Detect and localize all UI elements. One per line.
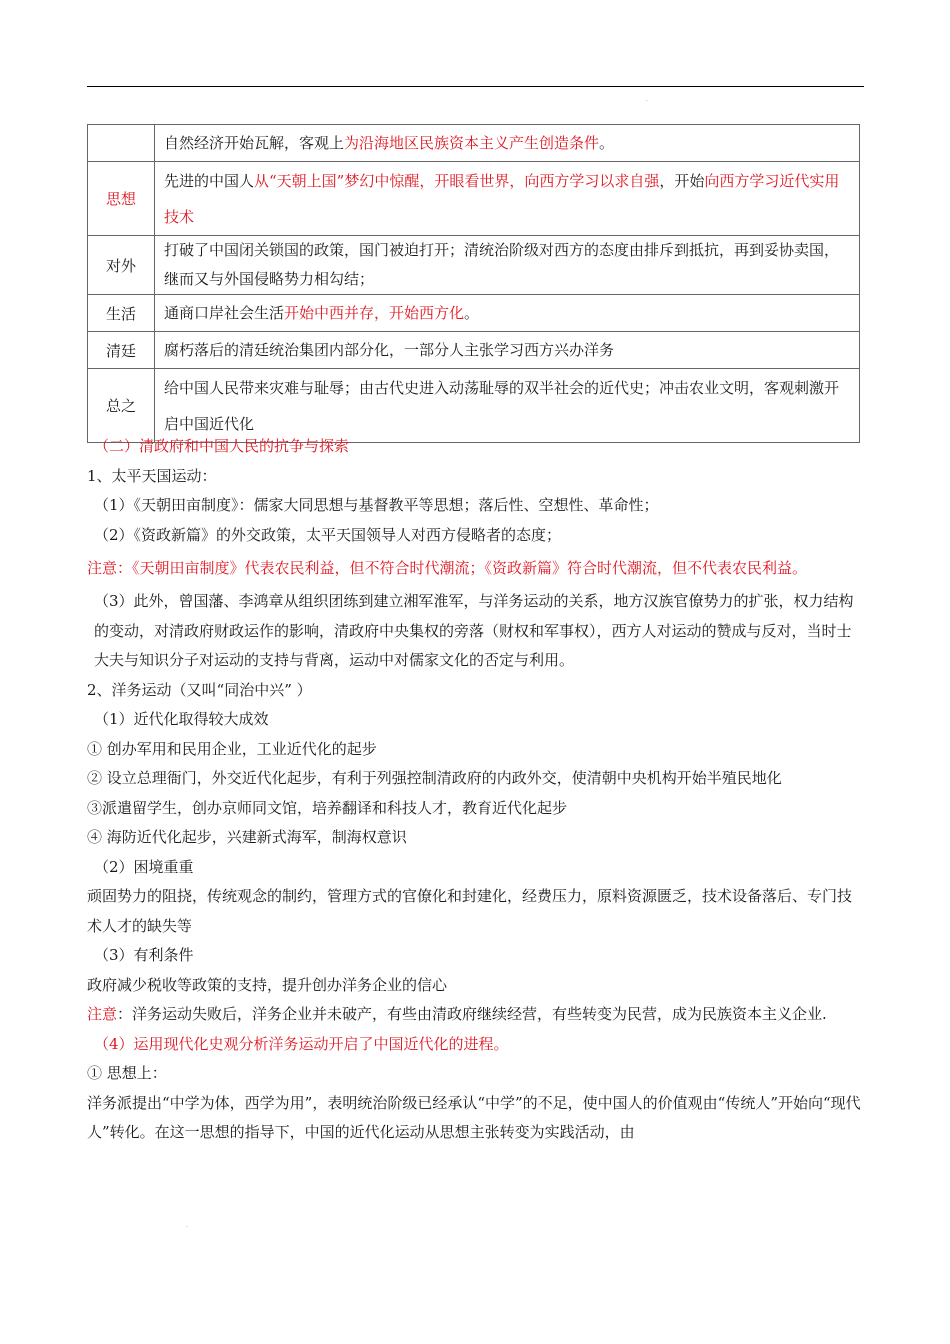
table-row <box>88 332 860 369</box>
table-row <box>88 236 860 295</box>
row-content: 先进的中国人从“天朝上国”梦幻中惊醒，开眼看世界，向西方学习以求自强，开始向西方学习近代实用技术 <box>155 162 860 236</box>
taiping-item-3: （3）此外，曾国藩、李鸿章从组织团练到建立湘军淮军，与洋务运动的关系，地方汉族官僚势力的扩张，权力结构的变动，对清政府财政运作的影响，清政府中央集权的旁落（财权和军事权），西方人对运动的赞成与反对，当时士大夫与知识分子对运动的支持与背离，运动中对儒家文化的否定与利用。 <box>94 592 854 669</box>
yangwu-1-d: ④ 海防近代化起步，兴建新式海军，制海权意识 <box>87 828 407 846</box>
row-head: 对外 <box>88 236 155 295</box>
yangwu-1-title: （1）近代化取得较大成效 <box>94 710 269 728</box>
table-row <box>88 295 860 332</box>
header-dot: . <box>646 96 648 103</box>
row-content: 腐朽落后的清廷统治集团内部分化，一部分人主张学习西方兴办洋务 <box>155 332 860 369</box>
yangwu-3-title: （3）有利条件 <box>94 946 194 964</box>
row-head: 总之 <box>88 369 155 443</box>
yangwu-4-title: （4）运用现代化史观分析洋务运动开启了中国近代化的进程。 <box>94 1034 509 1053</box>
row-content: 打破了中国闭关锁国的政策，国门被迫打开；清统治阶级对西方的态度由排斥到抵抗，再到妥协卖国，继而又与外国侵略势力相勾结； <box>155 236 860 295</box>
thought-title: ① 思想上： <box>87 1064 167 1082</box>
yangwu-title: 2、洋务运动（又叫“同治中兴” ） <box>87 680 312 699</box>
yangwu-2-title: （2）困境重重 <box>94 857 194 876</box>
taiping-note: 注意：《天朝田亩制度》代表农民利益，但不符合时代潮流；《资政新篇》符合时代潮流，但不代表农民利益。 <box>87 559 808 577</box>
taiping-item-1: （1）《天朝田亩制度》：儒家大同思想与基督教平等思想；落后性、空想性、革命性； <box>94 496 659 514</box>
row-head: 生活 <box>88 295 155 332</box>
footer-dot: . <box>186 1222 188 1229</box>
yangwu-1-c: ③派遣留学生，创办京师同文馆，培养翻译和科技人才，教育近代化起步 <box>87 798 568 817</box>
impact-table <box>87 124 860 443</box>
row-head <box>88 125 155 162</box>
yangwu-1-a: ① 创办军用和民用企业，工业近代化的起步 <box>87 739 377 758</box>
taiping-item-2: （2）《资政新篇》的外交政策，太平天国领导人对西方侵略者的态度； <box>94 525 562 544</box>
yangwu-1-b: ② 设立总理衙门，外交近代化起步，有利于列强控制清政府的内政外交，使清朝中央机构开始半殖民地化 <box>87 769 782 787</box>
yangwu-note <box>87 1000 862 1030</box>
row-head: 思想 <box>88 162 155 236</box>
body-text <box>87 432 862 1148</box>
row-content: 给中国人民带来灾难与耻辱；由古代史进入动荡耻辱的双半社会的近代史；冲击农业文明，客观刺激开启中国近代化 <box>155 369 860 443</box>
note-text: ：洋务运动失败后，洋务企业并未破产，有些由清政府继续经营，有些转变为民营，成为民族资本主义企业. <box>117 1005 827 1023</box>
row-head: 清廷 <box>88 332 155 369</box>
section-heading: （二）清政府和中国人民的抗争与探索 <box>94 437 350 455</box>
note-label: 注意 <box>87 1005 118 1023</box>
header-rule <box>87 86 864 87</box>
row-content: 通商口岸社会生活开始中西并存，开始西方化。 <box>155 295 860 332</box>
yangwu-2-text: 顽固势力的阻挠，传统观念的制约，管理方式的官僚化和封建化，经费压力，原料资源匮乏，技术设备落后、专门技术人才的缺失等 <box>87 887 853 935</box>
row-content: 自然经济开始瓦解，客观上为沿海地区民族资本主义产生创造条件。 <box>155 125 860 162</box>
yangwu-3-text: 政府减少税收等政策的支持，提升创办洋务企业的信心 <box>87 975 448 994</box>
table-row <box>88 162 860 236</box>
table-row <box>88 125 860 162</box>
thought-text: 洋务派提出“中学为体，西学为用”，表明统治阶级已经承认“中学”的不足，使中国人的价值观由“传统人”开始向“现代人”转化。在这一思想的指导下，中国的近代化运动从思想主张转变为实践活动，由 <box>87 1093 861 1141</box>
taiping-title: 1、太平天国运动： <box>87 466 217 485</box>
